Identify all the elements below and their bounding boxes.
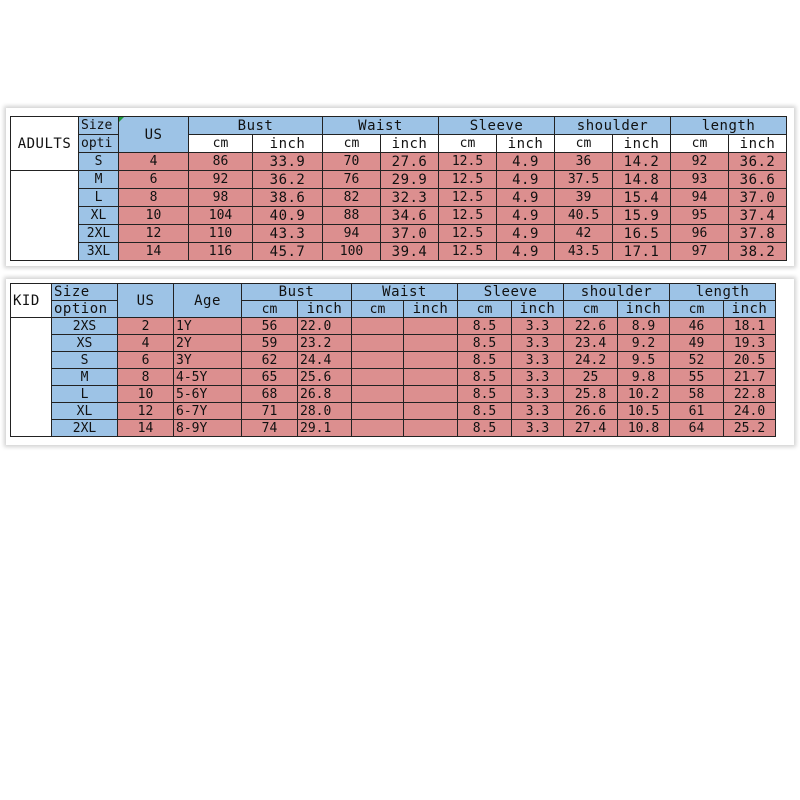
- adults-unit-inch: inch: [729, 135, 787, 153]
- adults-value-cell: 94: [323, 225, 381, 243]
- adults-size-cell: M: [79, 171, 119, 189]
- kid-value-cell: 3.3: [512, 369, 564, 386]
- adults-value-cell: 37.0: [729, 189, 787, 207]
- adults-value-cell: 76: [323, 171, 381, 189]
- kid-size-row: [11, 318, 776, 335]
- adults-unit-inch: inch: [253, 135, 323, 153]
- adults-value-cell: 116: [189, 243, 253, 261]
- kid-size-row: [11, 352, 776, 369]
- kid-unit-inch: inch: [724, 301, 776, 318]
- adults-size-row: [11, 189, 787, 207]
- adults-value-cell: 12.5: [439, 171, 497, 189]
- adults-label: ADULTS: [11, 117, 79, 171]
- kid-value-cell: 9.5: [618, 352, 670, 369]
- adults-value-cell: 37.5: [555, 171, 613, 189]
- adults-value-cell: 96: [671, 225, 729, 243]
- kid-group-bust: Bust: [242, 284, 352, 301]
- kid-size-row: [11, 403, 776, 420]
- kid-value-cell: [404, 369, 458, 386]
- kid-age-label: Age: [174, 284, 242, 318]
- adults-group-waist: Waist: [323, 117, 439, 135]
- adults-value-cell: 14.2: [613, 153, 671, 171]
- kid-value-cell: 4: [118, 335, 174, 352]
- kid-unit-cm: cm: [564, 301, 618, 318]
- kid-value-cell: 58: [670, 386, 724, 403]
- kid-value-cell: 23.4: [564, 335, 618, 352]
- adults-value-cell: 33.9: [253, 153, 323, 171]
- adults-value-cell: 88: [323, 207, 381, 225]
- adults-value-cell: 4.9: [497, 171, 555, 189]
- kid-unit-inch: inch: [298, 301, 352, 318]
- adults-value-cell: 34.6: [381, 207, 439, 225]
- kid-size-cell: XL: [52, 403, 118, 420]
- adults-value-cell: 16.5: [613, 225, 671, 243]
- kid-value-cell: 12: [118, 403, 174, 420]
- adults-size-row: [11, 153, 787, 171]
- kid-value-cell: 26.6: [564, 403, 618, 420]
- adults-value-cell: 37.0: [381, 225, 439, 243]
- kid-value-cell: 22.8: [724, 386, 776, 403]
- adults-value-cell: 4.9: [497, 243, 555, 261]
- adults-value-cell: 4.9: [497, 189, 555, 207]
- adults-value-cell: 39: [555, 189, 613, 207]
- adults-value-cell: 43.5: [555, 243, 613, 261]
- kid-size-label: Size: [52, 284, 118, 301]
- adults-value-cell: 82: [323, 189, 381, 207]
- adults-value-cell: 36.2: [253, 171, 323, 189]
- adults-value-cell: 37.4: [729, 207, 787, 225]
- kid-value-cell: 18.1: [724, 318, 776, 335]
- kid-value-cell: 14: [118, 420, 174, 437]
- kid-value-cell: 27.4: [564, 420, 618, 437]
- adults-value-cell: 38.6: [253, 189, 323, 207]
- kid-value-cell: 3.3: [512, 420, 564, 437]
- adults-value-cell: 92: [671, 153, 729, 171]
- adults-value-cell: 40.9: [253, 207, 323, 225]
- kid-group-length: length: [670, 284, 776, 301]
- kid-value-cell: 10.5: [618, 403, 670, 420]
- adults-header-row-1: [11, 117, 787, 135]
- kid-value-cell: 59: [242, 335, 298, 352]
- adults-value-cell: 14.8: [613, 171, 671, 189]
- adults-value-cell: 4: [119, 153, 189, 171]
- adults-value-cell: 12: [119, 225, 189, 243]
- kid-value-cell: 71: [242, 403, 298, 420]
- kid-value-cell: 3.3: [512, 335, 564, 352]
- kid-label-spacer: [11, 318, 52, 437]
- kid-value-cell: 49: [670, 335, 724, 352]
- kid-value-cell: 10: [118, 386, 174, 403]
- kid-value-cell: 24.0: [724, 403, 776, 420]
- kid-size-row: [11, 335, 776, 352]
- kid-value-cell: 24.4: [298, 352, 352, 369]
- kid-value-cell: 68: [242, 386, 298, 403]
- adults-size-row: [11, 171, 787, 189]
- adults-value-cell: 12.5: [439, 225, 497, 243]
- adults-label-spacer: [11, 171, 79, 261]
- kid-group-sleeve: Sleeve: [458, 284, 564, 301]
- adults-value-cell: 100: [323, 243, 381, 261]
- adults-value-cell: 15.4: [613, 189, 671, 207]
- kid-size-table: [10, 283, 776, 437]
- adults-value-cell: 8: [119, 189, 189, 207]
- kid-value-cell: 28.0: [298, 403, 352, 420]
- kid-value-cell: 74: [242, 420, 298, 437]
- adults-group-sleeve: Sleeve: [439, 117, 555, 135]
- adults-value-cell: 43.3: [253, 225, 323, 243]
- adults-value-cell: 42: [555, 225, 613, 243]
- kid-value-cell: 9.2: [618, 335, 670, 352]
- adults-value-cell: 15.9: [613, 207, 671, 225]
- kid-value-cell: [352, 369, 404, 386]
- kid-value-cell: 19.3: [724, 335, 776, 352]
- kid-value-cell: [352, 420, 404, 437]
- adults-value-cell: 45.7: [253, 243, 323, 261]
- kid-value-cell: 2: [118, 318, 174, 335]
- kid-age-cell: 5-6Y: [174, 386, 242, 403]
- adults-value-cell: 38.2: [729, 243, 787, 261]
- kid-value-cell: 8.5: [458, 318, 512, 335]
- adults-value-cell: 32.3: [381, 189, 439, 207]
- kid-value-cell: [352, 318, 404, 335]
- kid-value-cell: 3.3: [512, 352, 564, 369]
- kid-size-row: [11, 369, 776, 386]
- kid-value-cell: 29.1: [298, 420, 352, 437]
- kid-unit-inch: inch: [512, 301, 564, 318]
- kid-value-cell: 10.2: [618, 386, 670, 403]
- adults-size-row: [11, 243, 787, 261]
- kid-value-cell: [404, 420, 458, 437]
- adults-value-cell: 104: [189, 207, 253, 225]
- kid-size-row: [11, 386, 776, 403]
- adults-value-cell: 6: [119, 171, 189, 189]
- kid-value-cell: 64: [670, 420, 724, 437]
- kid-value-cell: 3.3: [512, 386, 564, 403]
- kid-value-cell: [352, 386, 404, 403]
- kid-age-cell: 6-7Y: [174, 403, 242, 420]
- adults-value-cell: 14: [119, 243, 189, 261]
- kid-value-cell: 25.6: [298, 369, 352, 386]
- kid-size-chart: [6, 279, 794, 445]
- adults-value-cell: 29.9: [381, 171, 439, 189]
- kid-unit-inch: inch: [618, 301, 670, 318]
- adults-value-cell: 17.1: [613, 243, 671, 261]
- kid-value-cell: 8.5: [458, 403, 512, 420]
- kid-value-cell: 25: [564, 369, 618, 386]
- adults-unit-cm: cm: [439, 135, 497, 153]
- adults-value-cell: 86: [189, 153, 253, 171]
- adults-size-row: [11, 225, 787, 243]
- kid-value-cell: 25.8: [564, 386, 618, 403]
- kid-size-cell: L: [52, 386, 118, 403]
- kid-unit-inch: inch: [404, 301, 458, 318]
- kid-value-cell: [352, 403, 404, 420]
- adults-size-row: [11, 207, 787, 225]
- kid-age-cell: 8-9Y: [174, 420, 242, 437]
- kid-value-cell: 20.5: [724, 352, 776, 369]
- kid-value-cell: [404, 403, 458, 420]
- kid-size-row: [11, 420, 776, 437]
- adults-unit-cm: cm: [671, 135, 729, 153]
- kid-group-waist: Waist: [352, 284, 458, 301]
- kid-value-cell: 6: [118, 352, 174, 369]
- adults-value-cell: 110: [189, 225, 253, 243]
- kid-value-cell: 10.8: [618, 420, 670, 437]
- kid-value-cell: 61: [670, 403, 724, 420]
- adults-value-cell: 12.5: [439, 189, 497, 207]
- adults-value-cell: 39.4: [381, 243, 439, 261]
- kid-value-cell: 3.3: [512, 403, 564, 420]
- kid-value-cell: [352, 335, 404, 352]
- kid-value-cell: 21.7: [724, 369, 776, 386]
- kid-value-cell: 8: [118, 369, 174, 386]
- kid-size-cell: XS: [52, 335, 118, 352]
- kid-value-cell: 8.5: [458, 386, 512, 403]
- kid-value-cell: 25.2: [724, 420, 776, 437]
- adults-value-cell: 12.5: [439, 153, 497, 171]
- adults-size-chart: [6, 108, 794, 266]
- kid-unit-cm: cm: [458, 301, 512, 318]
- adults-value-cell: 95: [671, 207, 729, 225]
- adults-unit-cm: cm: [323, 135, 381, 153]
- adults-unit-inch: inch: [497, 135, 555, 153]
- adults-value-cell: 27.6: [381, 153, 439, 171]
- adults-size-option-label: opti: [79, 135, 119, 153]
- adults-size-cell: 2XL: [79, 225, 119, 243]
- kid-value-cell: 8.5: [458, 335, 512, 352]
- kid-value-cell: [404, 386, 458, 403]
- adults-size-cell: L: [79, 189, 119, 207]
- kid-value-cell: 56: [242, 318, 298, 335]
- kid-size-cell: 2XL: [52, 420, 118, 437]
- kid-value-cell: 22.0: [298, 318, 352, 335]
- kid-size-cell: 2XS: [52, 318, 118, 335]
- kid-value-cell: 62: [242, 352, 298, 369]
- adults-value-cell: 4.9: [497, 153, 555, 171]
- adults-size-label: Size: [79, 117, 119, 135]
- adults-value-cell: 70: [323, 153, 381, 171]
- kid-size-cell: S: [52, 352, 118, 369]
- adults-unit-cm: cm: [189, 135, 253, 153]
- adults-value-cell: 36.6: [729, 171, 787, 189]
- kid-value-cell: 26.8: [298, 386, 352, 403]
- kid-value-cell: 52: [670, 352, 724, 369]
- adults-group-bust: Bust: [189, 117, 323, 135]
- adults-value-cell: 94: [671, 189, 729, 207]
- kid-value-cell: [404, 352, 458, 369]
- adults-value-cell: 37.8: [729, 225, 787, 243]
- adults-value-cell: 36: [555, 153, 613, 171]
- kid-value-cell: [352, 352, 404, 369]
- kid-age-cell: 3Y: [174, 352, 242, 369]
- kid-size-option-label: option: [52, 301, 118, 318]
- adults-value-cell: 12.5: [439, 243, 497, 261]
- kid-value-cell: 8.9: [618, 318, 670, 335]
- adults-value-cell: 97: [671, 243, 729, 261]
- kid-age-cell: 1Y: [174, 318, 242, 335]
- adults-size-table: [10, 116, 787, 261]
- kid-value-cell: 8.5: [458, 420, 512, 437]
- adults-group-shoulder: shoulder: [555, 117, 671, 135]
- adults-size-cell: XL: [79, 207, 119, 225]
- adults-group-length: length: [671, 117, 787, 135]
- adults-unit-cm: cm: [555, 135, 613, 153]
- kid-value-cell: 3.3: [512, 318, 564, 335]
- adults-value-cell: 12.5: [439, 207, 497, 225]
- kid-unit-cm: cm: [242, 301, 298, 318]
- kid-value-cell: 22.6: [564, 318, 618, 335]
- adults-size-cell: 3XL: [79, 243, 119, 261]
- adults-value-cell: 40.5: [555, 207, 613, 225]
- adults-value-cell: 93: [671, 171, 729, 189]
- adults-value-cell: 10: [119, 207, 189, 225]
- kid-value-cell: 24.2: [564, 352, 618, 369]
- kid-value-cell: 46: [670, 318, 724, 335]
- kid-value-cell: 65: [242, 369, 298, 386]
- adults-value-cell: 4.9: [497, 207, 555, 225]
- adults-unit-inch: inch: [613, 135, 671, 153]
- kid-label: KID: [11, 284, 52, 318]
- adults-value-cell: 36.2: [729, 153, 787, 171]
- kid-header-row-1: [11, 284, 776, 301]
- kid-value-cell: [404, 318, 458, 335]
- kid-unit-cm: cm: [352, 301, 404, 318]
- adults-value-cell: 4.9: [497, 225, 555, 243]
- kid-unit-cm: cm: [670, 301, 724, 318]
- kid-value-cell: 55: [670, 369, 724, 386]
- kid-group-shoulder: shoulder: [564, 284, 670, 301]
- kid-value-cell: [404, 335, 458, 352]
- adults-value-cell: 98: [189, 189, 253, 207]
- kid-size-cell: M: [52, 369, 118, 386]
- adults-size-cell: S: [79, 153, 119, 171]
- adults-unit-inch: inch: [381, 135, 439, 153]
- kid-value-cell: 23.2: [298, 335, 352, 352]
- kid-value-cell: 8.5: [458, 369, 512, 386]
- kid-value-cell: 8.5: [458, 352, 512, 369]
- kid-age-cell: 4-5Y: [174, 369, 242, 386]
- adults-value-cell: 92: [189, 171, 253, 189]
- kid-age-cell: 2Y: [174, 335, 242, 352]
- kid-us-label: US: [118, 284, 174, 318]
- adults-us-label: US: [119, 117, 189, 153]
- kid-value-cell: 9.8: [618, 369, 670, 386]
